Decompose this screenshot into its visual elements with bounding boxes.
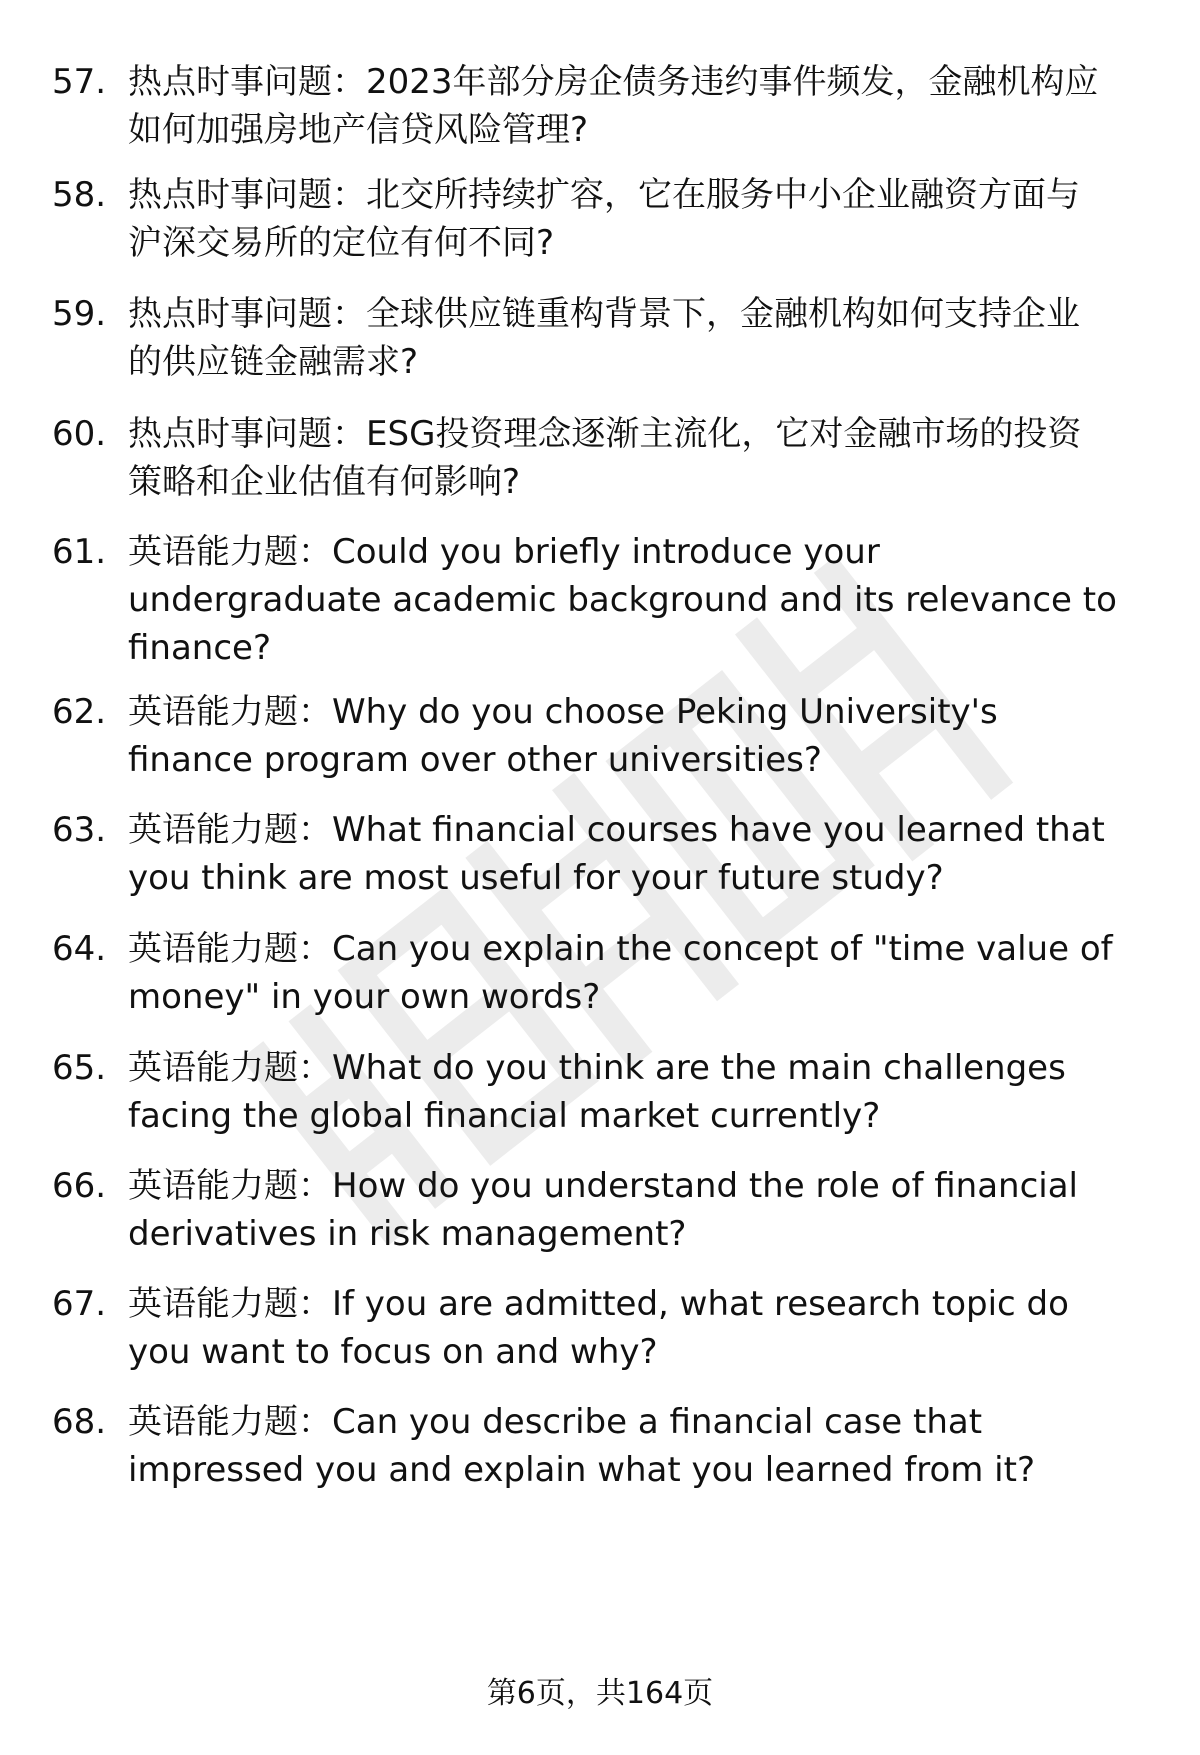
question-line: money" in your own words? xyxy=(128,977,601,1017)
question-text xyxy=(128,1398,1158,1494)
question-text xyxy=(128,1162,1158,1258)
question-text xyxy=(128,410,1158,506)
page-footer: 第6页，共164页 xyxy=(486,1676,714,1711)
question-text xyxy=(128,171,1158,267)
question-line: 热点时事问题：全球供应链重构背景下，金融机构如何支持企业 xyxy=(128,294,1080,334)
question-number: 62. xyxy=(52,692,107,732)
question-line: 热点时事问题：ESG投资理念逐渐主流化，它对金融市场的投资 xyxy=(128,414,1082,454)
question-number: 60. xyxy=(52,414,107,454)
question-number: 65. xyxy=(52,1048,107,1088)
question-number: 57. xyxy=(52,62,107,102)
question-text xyxy=(128,688,1158,784)
question-line: 英语能力题：Could you briefly introduce your xyxy=(128,532,880,572)
question-number: 66. xyxy=(52,1166,107,1206)
question-number: 61. xyxy=(52,532,107,572)
question-line: 英语能力题：What financial courses have you learned that xyxy=(128,810,1105,850)
question-line: you want to focus on and why? xyxy=(128,1332,658,1372)
question-line: 英语能力题：Can you explain the concept of "time value of xyxy=(128,929,1113,969)
question-line: impressed you and explain what you learned from it? xyxy=(128,1450,1035,1490)
question-number: 64. xyxy=(52,929,107,969)
question-line: facing the global financial market currently? xyxy=(128,1096,881,1136)
question-line: 英语能力题：If you are admitted, what research topic do xyxy=(128,1284,1069,1324)
question-text xyxy=(128,290,1158,386)
question-line: 热点时事问题：2023年部分房企债务违约事件频发，金融机构应 xyxy=(128,62,1099,102)
question-text xyxy=(128,925,1158,1021)
question-text xyxy=(128,1044,1158,1140)
question-line: finance? xyxy=(128,628,272,668)
question-line: 的供应链金融需求? xyxy=(128,342,419,382)
question-number: 67. xyxy=(52,1284,107,1324)
question-number: 63. xyxy=(52,810,107,850)
question-line: 策略和企业估值有何影响? xyxy=(128,462,521,502)
question-number: 59. xyxy=(52,294,107,334)
question-text xyxy=(128,1280,1158,1376)
question-line: 沪深交易所的定位有何不同? xyxy=(128,223,555,263)
question-line: you think are most useful for your future study? xyxy=(128,858,944,898)
question-number: 68. xyxy=(52,1402,107,1442)
question-text xyxy=(128,528,1158,672)
question-line: 英语能力题：What do you think are the main challenges xyxy=(128,1048,1066,1088)
question-line: 如何加强房地产信贷风险管理? xyxy=(128,110,589,150)
question-line: 英语能力题：Why do you choose Peking University's xyxy=(128,692,998,732)
question-line: undergraduate academic background and its relevance to xyxy=(128,580,1117,620)
question-line: 英语能力题：How do you understand the role of financial xyxy=(128,1166,1079,1206)
question-text xyxy=(128,58,1158,154)
question-text xyxy=(128,806,1158,902)
question-line: finance program over other universities? xyxy=(128,740,822,780)
question-line: derivatives in risk management? xyxy=(128,1214,687,1254)
question-number: 58. xyxy=(52,175,107,215)
question-line: 热点时事问题：北交所持续扩容，它在服务中小企业融资方面与 xyxy=(128,175,1080,215)
question-line: 英语能力题：Can you describe a financial case that xyxy=(128,1402,983,1442)
